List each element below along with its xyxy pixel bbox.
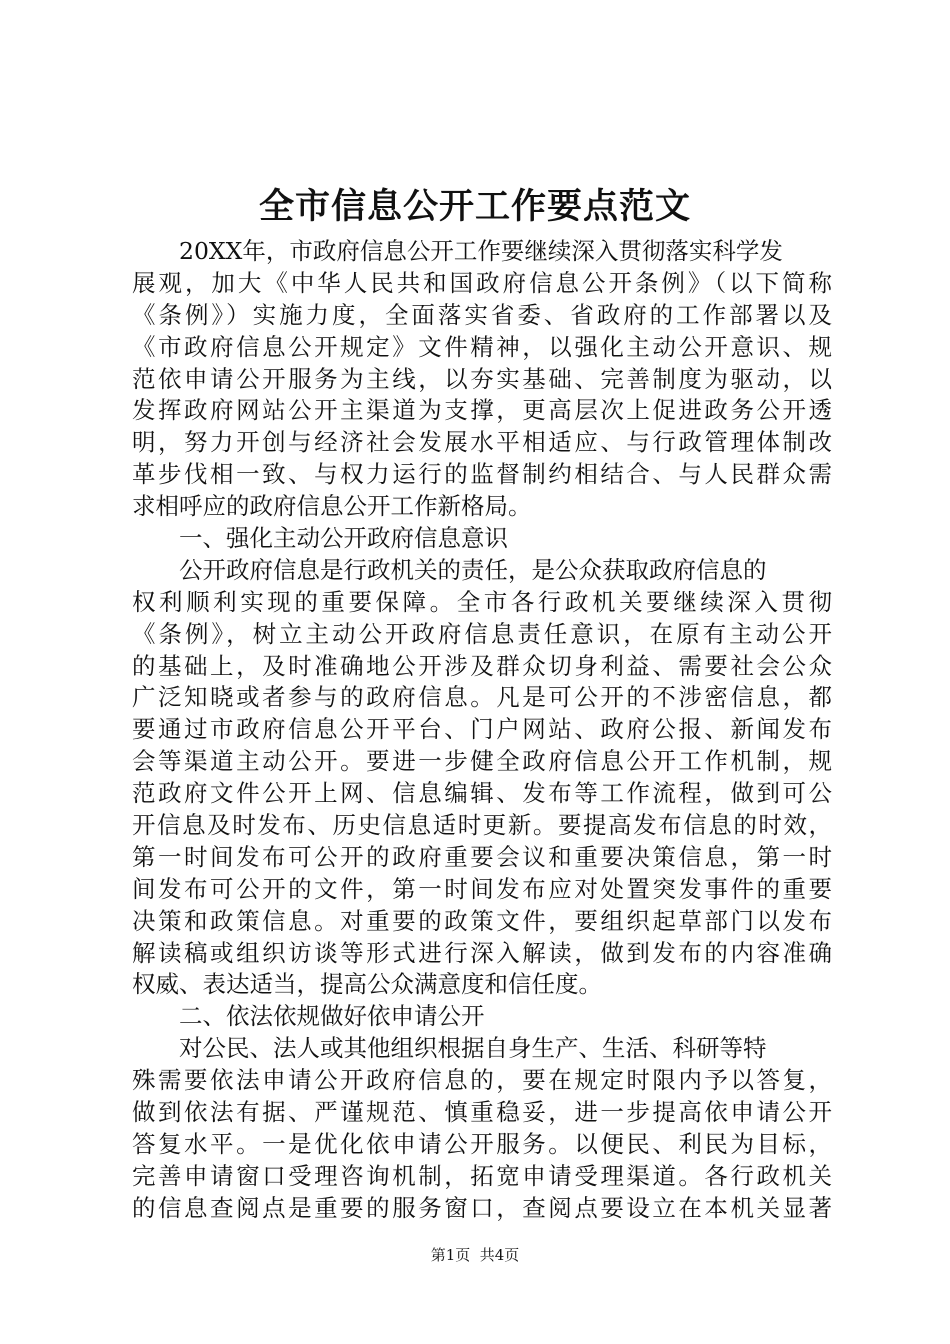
page-number: 第1页 共4页 [430, 1246, 520, 1264]
page-footer [0, 1245, 950, 1265]
text-line: 第一时间发布可公开的政府重要会议和重要决策信息，第一时 [132, 842, 832, 871]
text-line: 决策和政策信息。对重要的政策文件，要组织起草部门以发布 [132, 906, 832, 935]
text-line: 《市政府信息公开规定》文件精神，以强化主动公开意识、规 [132, 332, 832, 361]
text-line: 《条例》，树立主动公开政府信息责任意识，在原有主动公开 [132, 619, 832, 648]
text-line: 范政府文件公开上网、信息编辑、发布等工作流程，做到可公 [132, 779, 832, 808]
text-line: 解读稿或组织访谈等形式进行深入解读，做到发布的内容准确 [132, 938, 832, 967]
text-line: 对公民、法人或其他组织根据自身生产、生活、科研等特 [179, 1034, 767, 1063]
text-line: 革步伐相一致、与权力运行的监督制约相结合、与人民群众需 [132, 460, 832, 489]
text-line: 开信息及时发布、历史信息适时更新。要提高发布信息的时效， [132, 811, 832, 840]
text-line: 公开政府信息是行政机关的责任，是公众获取政府信息的 [179, 555, 767, 584]
section-heading: 二、依法依规做好依申请公开 [179, 1002, 485, 1031]
text-line: 会等渠道主动公开。要进一步健全政府信息公开工作机制，规 [132, 747, 832, 776]
text-line: 明，努力开创与经济社会发展水平相适应、与行政管理体制改 [132, 428, 832, 457]
text-line: 答复水平。一是优化依申请公开服务。以便民、利民为目标， [132, 1129, 832, 1158]
text-line: 的基础上，及时准确地公开涉及群众切身利益、需要社会公众 [132, 651, 832, 680]
text-line: 权威、表达适当，提高公众满意度和信任度。 [132, 970, 602, 999]
text-line: 广泛知晓或者参与的政府信息。凡是可公开的不涉密信息，都 [132, 683, 832, 712]
text-line: 完善申请窗口受理咨询机制，拓宽申请受理渠道。各行政机关 [132, 1161, 832, 1190]
text-line: 做到依法有据、严谨规范、慎重稳妥，进一步提高依申请公开 [132, 1098, 832, 1127]
text-line: 要通过市政府信息公开平台、门户网站、政府公报、新闻发布 [132, 715, 832, 744]
document-title: 全市信息公开工作要点范文 [258, 187, 691, 227]
text-line: 20XX年，市政府信息公开工作要继续深入贯彻落实科学发 [179, 237, 783, 265]
text-line: 殊需要依法申请公开政府信息的，要在规定时限内予以答复， [132, 1066, 832, 1095]
text-line: 权利顺利实现的重要保障。全市各行政机关要继续深入贯彻 [132, 587, 832, 616]
text-line: 的信息查阅点是重要的服务窗口，查阅点要设立在本机关显著 [132, 1193, 832, 1222]
text-line: 发挥政府网站公开主渠道为支撑，更高层次上促进政务公开透 [132, 396, 832, 425]
text-line: 展观，加大《中华人民共和国政府信息公开条例》（以下简称 [132, 268, 832, 297]
document-body [132, 236, 832, 1225]
text-line: 《条例》）实施力度，全面落实省委、省政府的工作部署以及 [132, 300, 832, 329]
section-heading: 一、强化主动公开政府信息意识 [179, 524, 508, 553]
text-line: 范依申请公开服务为主线，以夯实基础、完善制度为驱动，以 [132, 364, 832, 393]
text-line: 求相呼应的政府信息公开工作新格局。 [132, 492, 532, 521]
text-line: 间发布可公开的文件，第一时间发布应对处置突发事件的重要 [132, 874, 832, 903]
